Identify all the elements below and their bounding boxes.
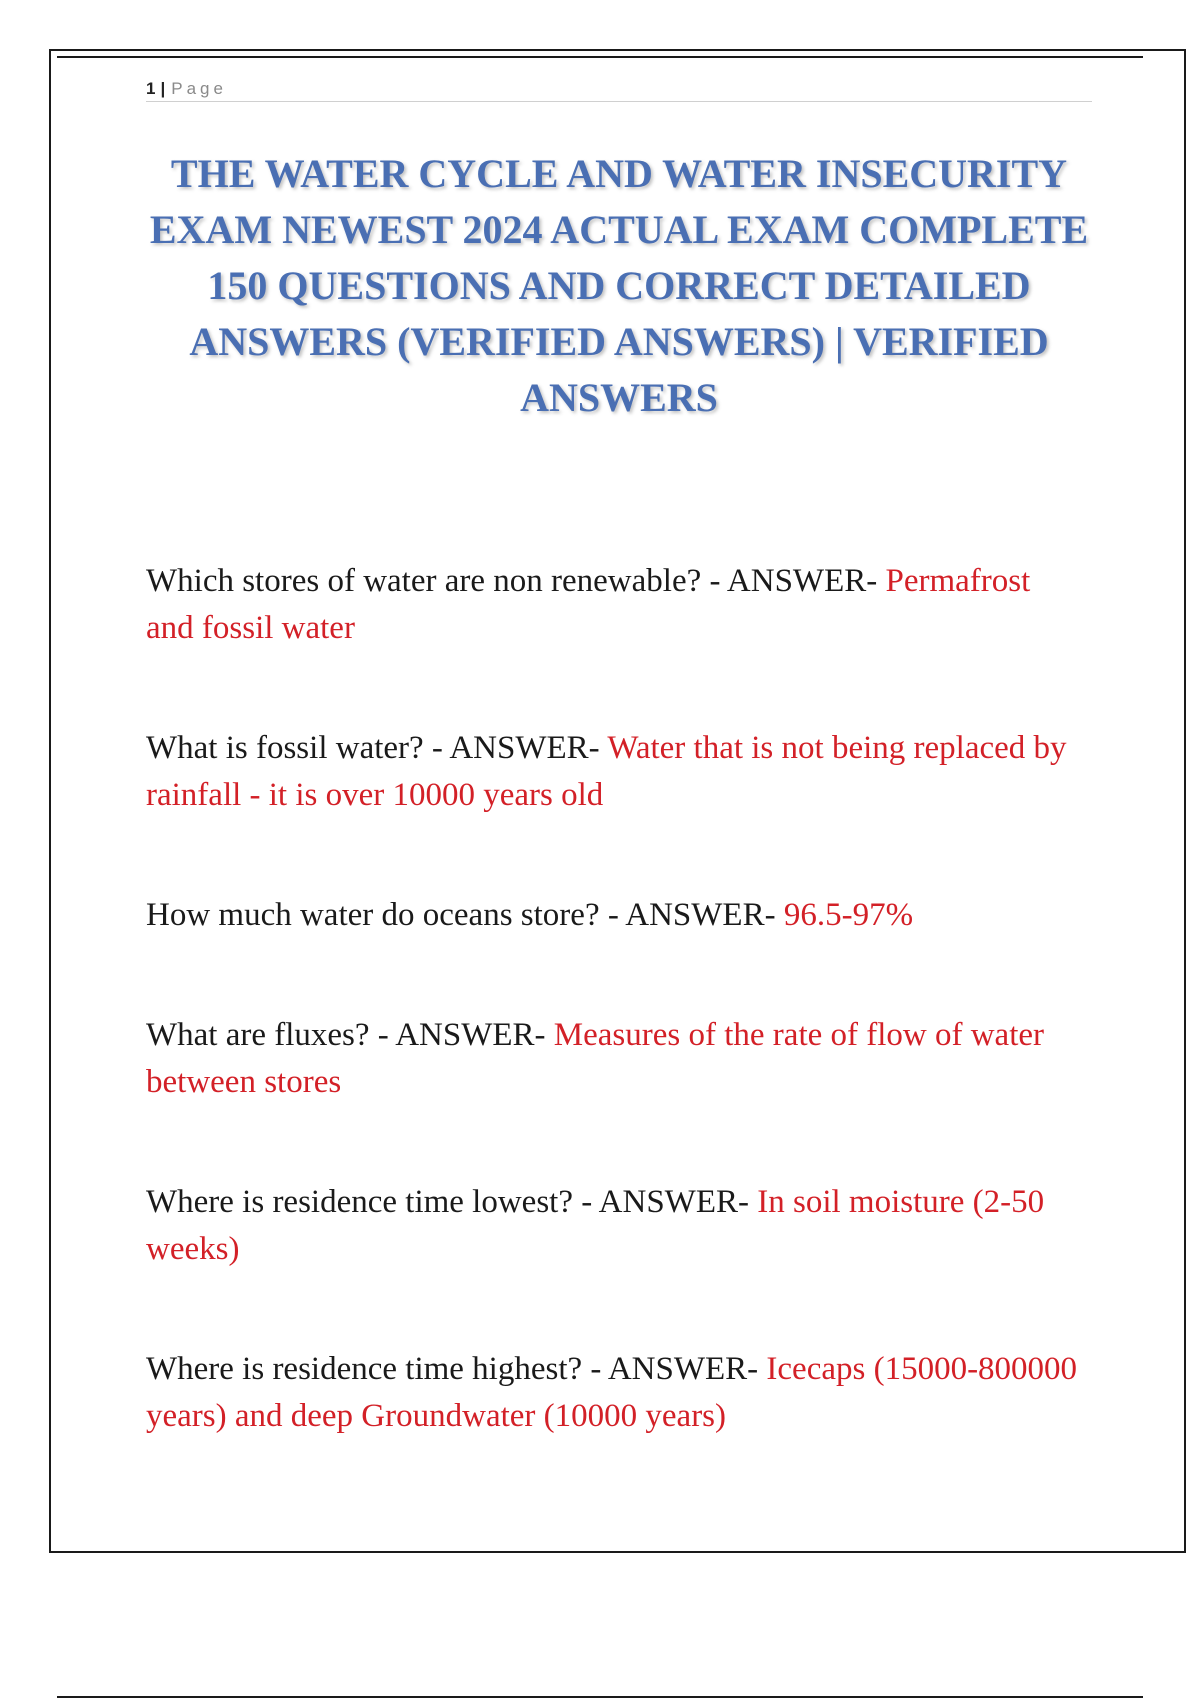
page-label: Page bbox=[171, 78, 227, 98]
answer-text: Measures of the rate of flow of water between stores bbox=[146, 1017, 1045, 1100]
answer-marker: - ANSWER- bbox=[431, 730, 600, 766]
answer-marker: - ANSWER- bbox=[581, 1184, 749, 1220]
answer-marker: - ANSWER- bbox=[709, 563, 878, 599]
answer-text: In soil moisture (2-50 weeks) bbox=[146, 1184, 1045, 1267]
answer-marker: - ANSWER- bbox=[607, 897, 776, 933]
top-rule bbox=[57, 56, 1143, 58]
answer-text: Water that is not being replaced by rainfall - it is over 10000 years old bbox=[146, 730, 1067, 813]
question-text: Where is residence time highest? bbox=[146, 1351, 583, 1387]
question-text: What are fluxes? bbox=[146, 1017, 370, 1053]
question-text: Where is residence time lowest? bbox=[146, 1184, 573, 1220]
qa-item bbox=[146, 558, 1086, 652]
qa-item bbox=[146, 1179, 1086, 1273]
answer-text: Permafrost and fossil water bbox=[146, 563, 1031, 646]
page-separator: | bbox=[160, 78, 166, 98]
qa-item bbox=[146, 892, 1086, 939]
answer-marker: - ANSWER- bbox=[377, 1017, 546, 1053]
qa-item bbox=[146, 1346, 1086, 1440]
question-text: What is fossil water? bbox=[146, 730, 424, 766]
page-header bbox=[146, 76, 1092, 102]
qa-item bbox=[146, 725, 1086, 819]
bottom-rule bbox=[57, 1696, 1143, 1698]
answer-text: Icecaps (15000-800000 years) and deep Groundwater (10000 years) bbox=[146, 1351, 1078, 1434]
answer-text: 96.5-97% bbox=[783, 897, 914, 933]
document-title: THE WATER CYCLE AND WATER INSECURITY EXAM NEWEST 2024 ACTUAL EXAM COMPLETE 150 QUESTIONS AND CORRECT DETAILED ANSWERS (VERIFIED ANSWERS) | VERIFIED ANSWERS bbox=[149, 151, 1089, 420]
qa-list bbox=[146, 558, 1086, 1513]
page-number: 1 bbox=[146, 78, 156, 98]
question-text: Which stores of water are non renewable? bbox=[146, 563, 702, 599]
answer-marker: - ANSWER- bbox=[590, 1351, 759, 1387]
qa-item bbox=[146, 1012, 1086, 1106]
question-text: How much water do oceans store? bbox=[146, 897, 600, 933]
